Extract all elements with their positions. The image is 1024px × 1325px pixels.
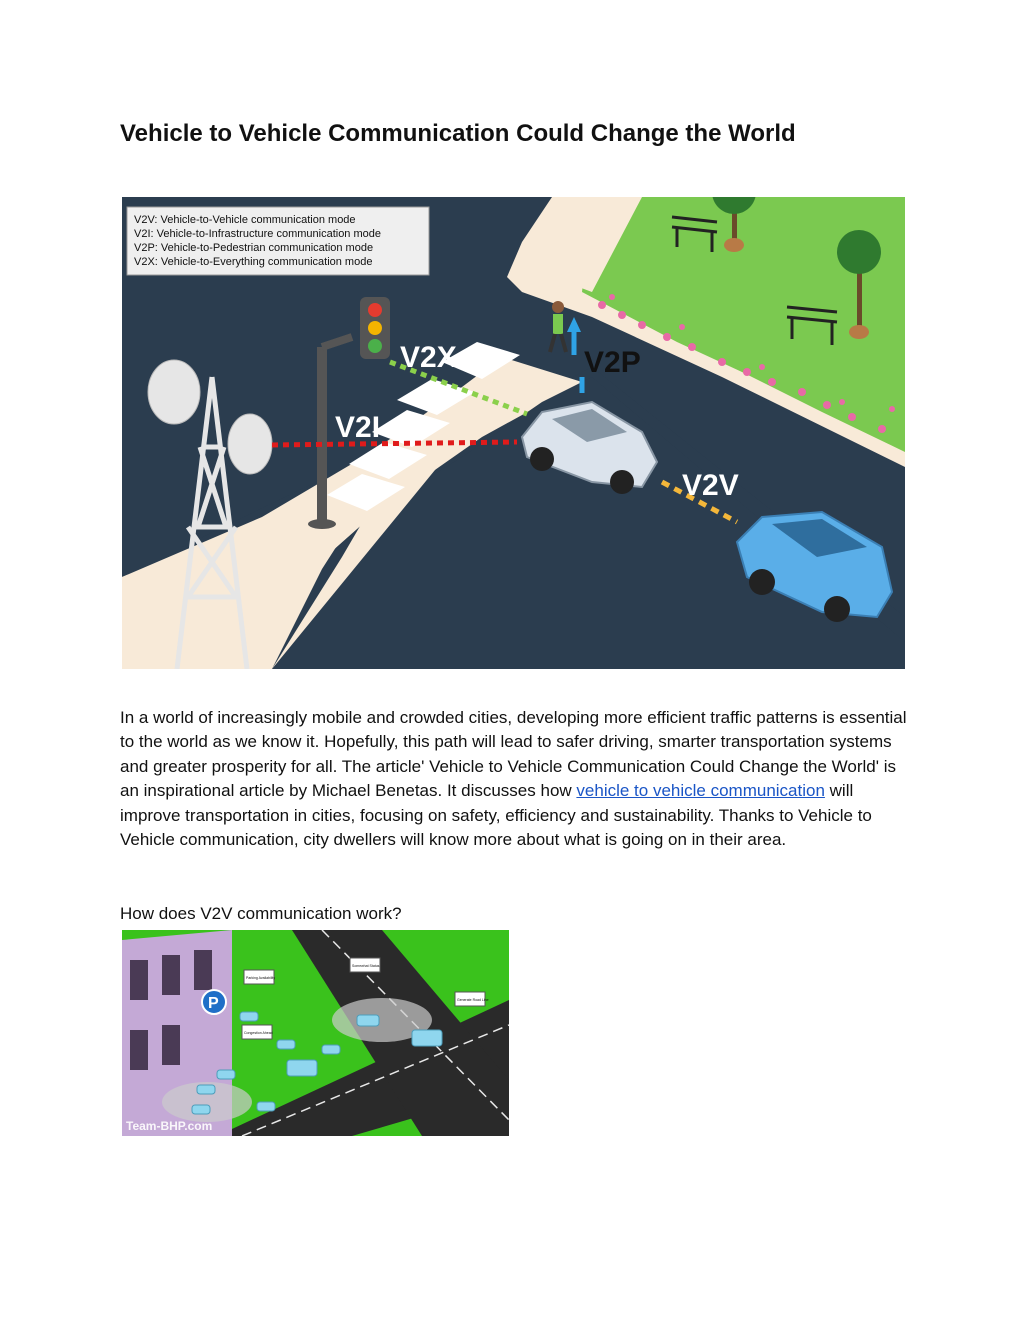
- label-v2x: V2X: [400, 341, 457, 374]
- v2v-city-illustration: [122, 930, 509, 1136]
- svg-text:Parking Availability: Parking Availability: [246, 976, 276, 980]
- v2v-communication-link[interactable]: vehicle to vehicle communication: [576, 781, 825, 801]
- legend-v2v: V2V: Vehicle-to-Vehicle communication mode: [134, 214, 356, 226]
- callout-congestion: [242, 1025, 273, 1039]
- mode-legend: [127, 207, 429, 275]
- svg-text:Somewhat Status: Somewhat Status: [352, 964, 380, 968]
- body-paragraph: [120, 706, 910, 852]
- legend-v2i: V2I: Vehicle-to-Infrastructure communication mode: [134, 228, 382, 240]
- section-question: How does V2V communication work?: [120, 904, 402, 923]
- callout-parking: [244, 970, 275, 984]
- label-v2p: V2P: [584, 346, 641, 379]
- svg-text:Generate Road Line: Generate Road Line: [457, 998, 489, 1002]
- callout-status: [350, 958, 380, 972]
- legend-v2x: V2X: Vehicle-to-Everything communication mode: [134, 256, 373, 268]
- team-bhp-watermark: Team-BHP.com: [126, 1119, 213, 1133]
- parking-symbol: P: [208, 995, 219, 1012]
- legend-v2p: V2P: Vehicle-to-Pedestrian communication mode: [134, 242, 374, 254]
- parking-sign-icon: [202, 990, 226, 1014]
- tower-dish-1: [148, 360, 200, 424]
- paragraph-text-end: will improve transportation in cities, focusing on safety, efficiency and sustainability. Thanks to Vehicle to Vehicle communication, city dwellers will know more about what is going on in their area.: [120, 781, 872, 850]
- page-title: Vehicle to Vehicle Communication Could Change the World: [120, 120, 796, 147]
- callout-road-line: [455, 992, 489, 1006]
- paragraph-text-start: In a world of increasingly mobile and crowded cities, developing more efficient traffic patterns is essential to the world as we know it. Hopefully, this path will lead to safer driving, smarter transportation systems and greater prosperity for all. The article' Vehicle to Vehicle Communication Could Change the World' is an inspirational article by Michael Benetas. It discusses how: [120, 708, 907, 801]
- label-v2i: V2I: [335, 411, 381, 444]
- v2x-communication-diagram: [122, 197, 905, 669]
- svg-text:Congestion Ahead: Congestion Ahead: [244, 1031, 273, 1035]
- label-v2v: V2V: [682, 469, 739, 502]
- tower-dish-2: [228, 414, 272, 474]
